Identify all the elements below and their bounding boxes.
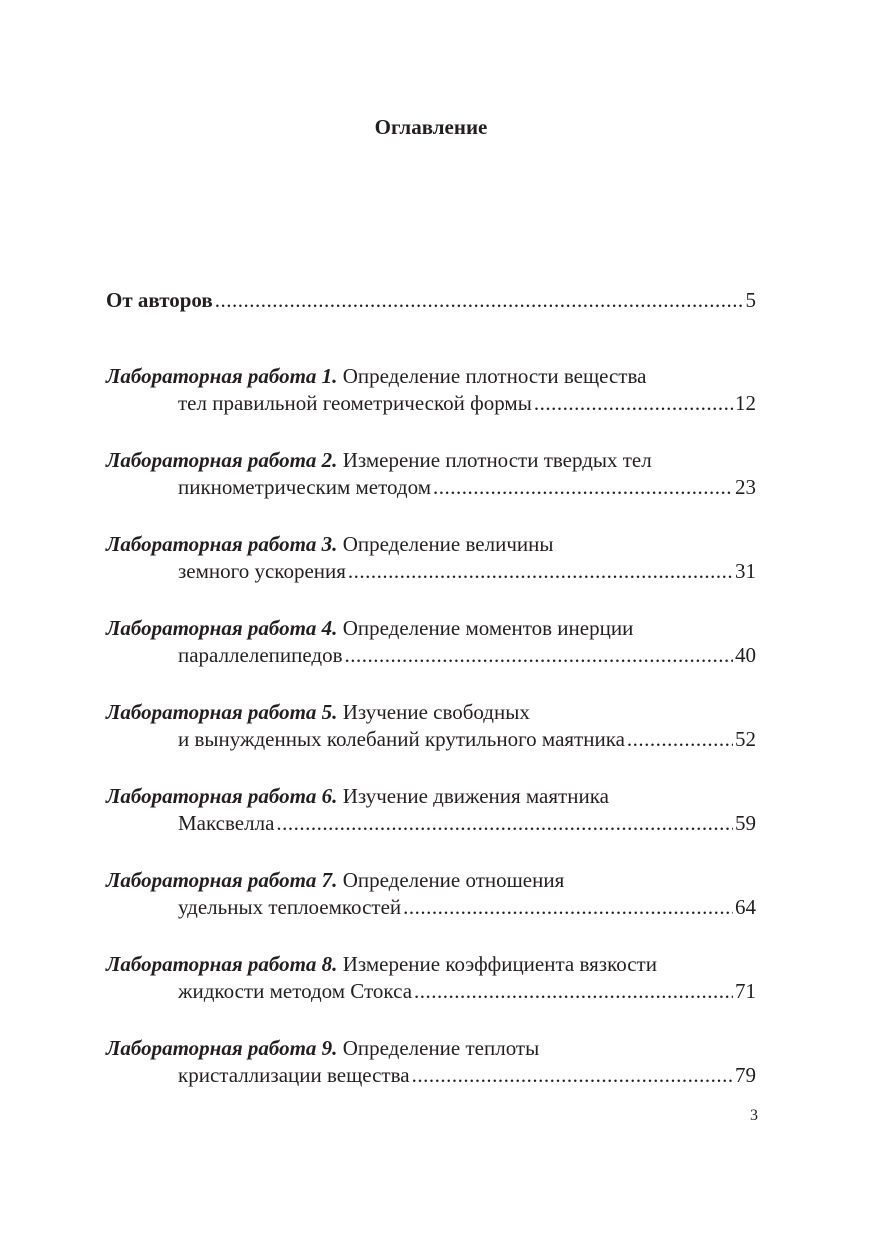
toc-page-number: 79 xyxy=(735,1063,756,1087)
dot-leader xyxy=(534,390,733,417)
toc-entry-title: Изучение свободных xyxy=(337,700,530,724)
toc-page-number: 52 xyxy=(735,727,756,751)
toc-entry-title: Определение моментов инерции xyxy=(337,616,634,640)
table-of-contents xyxy=(106,287,756,1089)
toc-entry-title: Измерение плотности твердых тел xyxy=(337,448,652,472)
toc-page-number: 23 xyxy=(735,475,756,499)
toc-entry-title-continued: Максвелла xyxy=(178,811,275,835)
toc-entry-lab-3[interactable] xyxy=(106,531,756,585)
toc-page-number: 59 xyxy=(735,811,756,835)
toc-page-number: 31 xyxy=(735,559,756,583)
toc-entry-lab-1[interactable] xyxy=(106,363,756,417)
toc-page-number: 12 xyxy=(735,391,756,415)
dot-leader xyxy=(276,810,733,837)
toc-entry-title: Определение величины xyxy=(337,532,554,556)
toc-entry-lab-8[interactable] xyxy=(106,951,756,1005)
toc-entry-label: Лабораторная работа 8. xyxy=(106,952,338,976)
toc-entry-label: Лабораторная работа 6. xyxy=(106,784,338,808)
toc-entry-label: Лабораторная работа 9. xyxy=(106,1036,338,1060)
toc-entry-lab-6[interactable] xyxy=(106,783,756,837)
page-number: 3 xyxy=(750,1107,758,1124)
toc-entry-title-continued: пикнометрическим методом xyxy=(178,475,431,499)
toc-entry-label: Лабораторная работа 4. xyxy=(106,616,338,640)
dot-leader xyxy=(348,558,733,585)
dot-leader xyxy=(215,287,744,314)
toc-entry-lab-4[interactable] xyxy=(106,615,756,669)
toc-entry-title: От авторов xyxy=(106,288,213,312)
toc-entry-title: Измерение коэффициента вязкости xyxy=(337,952,657,976)
page-title: Оглавление xyxy=(374,115,488,139)
dot-leader xyxy=(433,474,733,501)
toc-entry-label: Лабораторная работа 1. xyxy=(106,364,338,388)
toc-entry-label: Лабораторная работа 5. xyxy=(106,700,338,724)
dot-leader xyxy=(412,1062,733,1089)
dot-leader xyxy=(403,894,733,921)
toc-entry-title-continued: удельных теплоемкостей xyxy=(178,895,402,919)
toc-entry-title: Определение теплоты xyxy=(337,1036,540,1060)
toc-entry-title-continued: жидкости методом Стокса xyxy=(178,979,413,1003)
toc-entry-label: Лабораторная работа 3. xyxy=(106,532,338,556)
toc-entry-label: Лабораторная работа 2. xyxy=(106,448,338,472)
toc-entry-authors[interactable] xyxy=(106,287,756,314)
toc-entry-title-continued: параллелепипедов xyxy=(178,643,343,667)
toc-entry-lab-2[interactable] xyxy=(106,447,756,501)
toc-entry-title-continued: земного ускорения xyxy=(178,559,346,583)
toc-entry-title: Определение отношения xyxy=(337,868,565,892)
toc-entry-label: Лабораторная работа 7. xyxy=(106,868,338,892)
toc-entry-title-continued: тел правильной геометрической формы xyxy=(178,391,532,415)
toc-page-number: 71 xyxy=(735,979,756,1003)
toc-page-number: 64 xyxy=(735,895,756,919)
toc-entry-lab-7[interactable] xyxy=(106,867,756,921)
toc-entry-lab-9[interactable] xyxy=(106,1035,756,1089)
toc-entry-title: Изучение движения маятника xyxy=(337,784,609,808)
toc-entry-title: Определение плотности вещества xyxy=(337,364,647,388)
toc-page-number: 5 xyxy=(745,288,756,312)
toc-entry-title-continued: кристаллизации вещества xyxy=(178,1063,410,1087)
dot-leader xyxy=(345,642,733,669)
toc-entry-lab-5[interactable] xyxy=(106,699,756,753)
toc-entry-title-continued: и вынужденных колебаний крутильного маятника xyxy=(178,727,625,751)
dot-leader xyxy=(414,978,733,1005)
dot-leader xyxy=(627,726,733,753)
toc-page-number: 40 xyxy=(735,643,756,667)
